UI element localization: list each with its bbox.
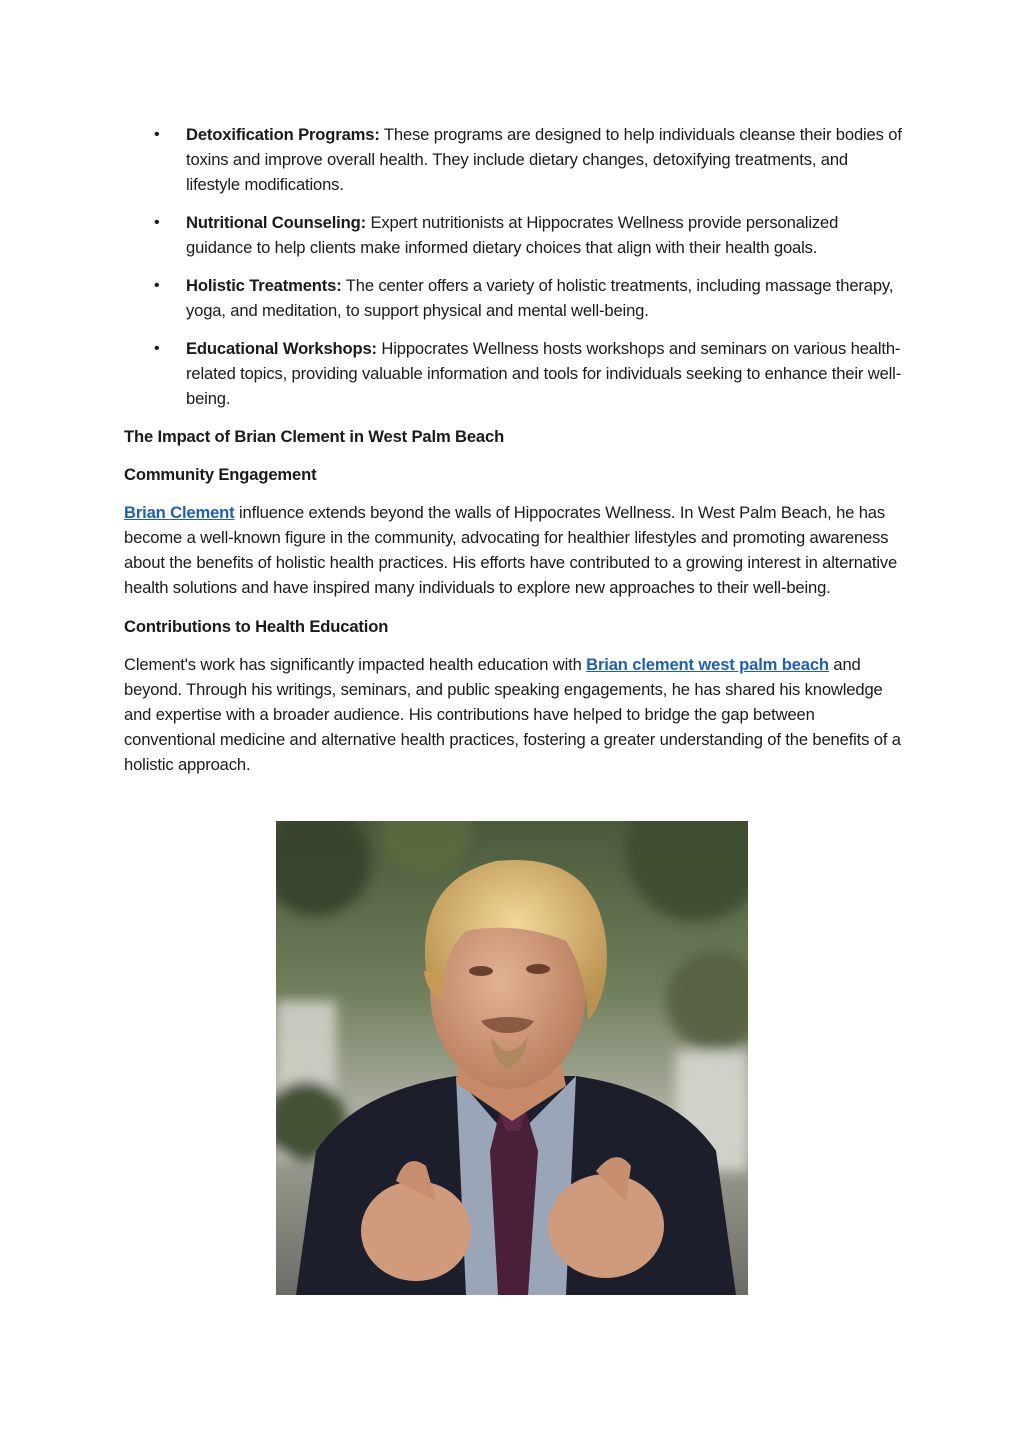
service-description: Expert nutritionists at Hippocrates Wellness provide personalized guidance to help clients make informed dietary choices that align with their health goals. — [186, 213, 839, 257]
document-page — [124, 122, 904, 791]
service-term: Nutritional Counseling: — [186, 213, 366, 232]
brian-clement-west-palm-beach-link[interactable]: Brian clement west palm beach — [586, 655, 829, 674]
service-description: The center offers a variety of holistic treatments, including massage therapy, yoga, and meditation, to support physical and mental well-being. — [186, 276, 894, 320]
bullet-icon: • — [154, 126, 160, 143]
service-description: These programs are designed to help individuals cleanse their bodies of toxins and improve overall health. They include dietary changes, detoxifying treatments, and lifestyle modifications. — [186, 125, 902, 194]
service-term: Educational Workshops: — [186, 339, 377, 358]
community-paragraph — [124, 500, 904, 600]
list-item — [124, 273, 904, 323]
services-list — [124, 122, 904, 411]
impact-heading: The Impact of Brian Clement in West Palm Beach — [124, 427, 505, 446]
education-text-before: Clement's work has significantly impacted health education with — [124, 655, 587, 674]
list-item — [124, 210, 904, 260]
bullet-icon: • — [154, 214, 160, 231]
service-term: Detoxification Programs: — [186, 125, 380, 144]
community-text: influence extends beyond the walls of Hippocrates Wellness. In West Palm Beach, he has become a well-known figure in the community, advocating for healthier lifestyles and promoting awareness about the benefits of holistic health practices. His efforts have contributed to a growing interest in alternative health solutions and have inspired many individuals to explore new approaches to their well-being. — [124, 503, 898, 597]
list-item — [124, 122, 904, 197]
education-paragraph — [124, 652, 904, 777]
bullet-icon: • — [154, 340, 160, 357]
bullet-icon: • — [154, 277, 160, 294]
service-term: Holistic Treatments: — [186, 276, 342, 295]
portrait-photo — [276, 821, 748, 1295]
education-text-after: and beyond. Through his writings, seminars, and public speaking engagements, he has shared his knowledge and expertise with a broader audience. His contributions have helped to bridge the gap between conventional medicine and alternative health practices, fostering a greater understanding of the benefits of a holistic approach. — [124, 655, 901, 774]
education-heading: Contributions to Health Education — [124, 617, 389, 636]
brian-clement-link[interactable]: Brian Clement — [124, 503, 235, 522]
community-heading: Community Engagement — [124, 465, 317, 484]
service-description: Hippocrates Wellness hosts workshops and seminars on various health-related topics, providing valuable information and tools for individuals seeking to enhance their well-being. — [186, 339, 902, 408]
list-item — [124, 336, 904, 411]
portrait-illustration — [276, 821, 748, 1295]
